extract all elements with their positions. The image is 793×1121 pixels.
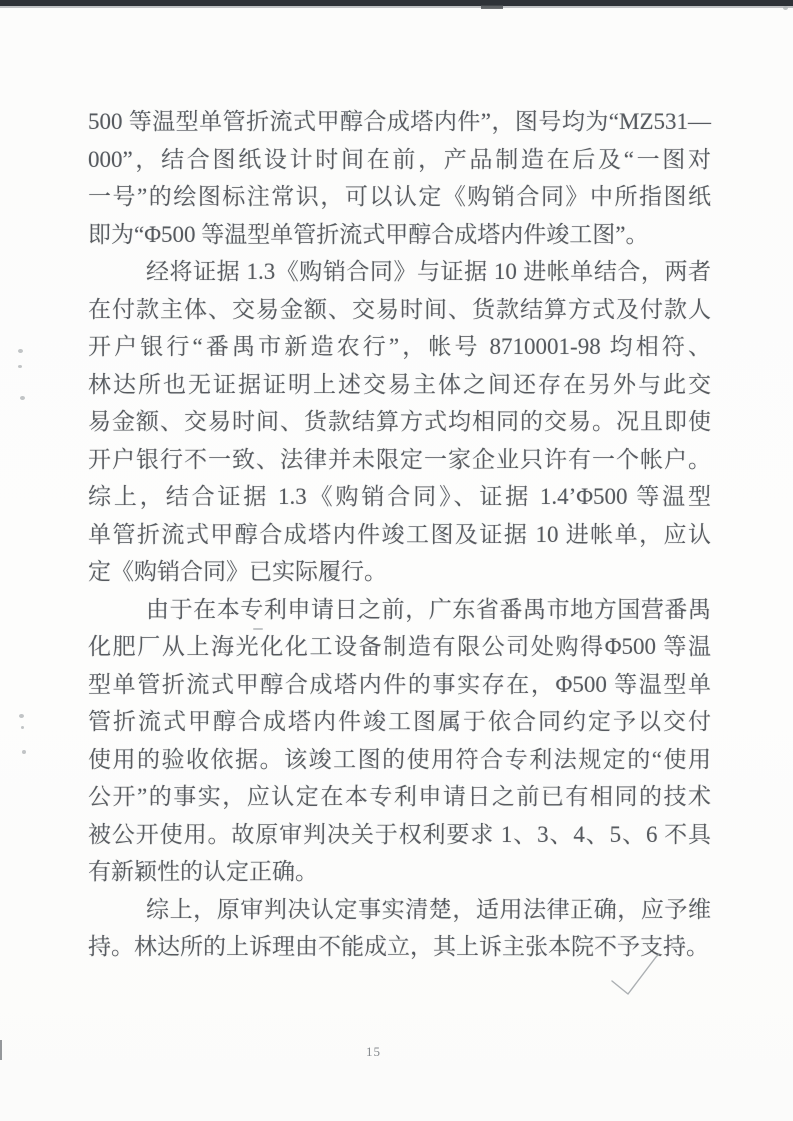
text-line: 持。林达所的上诉理由不能成立，其上诉主张本院不予支持。 (88, 934, 709, 959)
handwritten-checkmark-icon (600, 945, 670, 1005)
text-line: 单管折流式甲醇合成塔内件竣工图及证据 10 进帐单，应认 (88, 521, 711, 547)
text-line: 使用的验收依据。该竣工图的使用符合专利法规定的“使用 (88, 746, 711, 772)
scan-edge-notch (481, 5, 503, 9)
text-line: 开户银行不一致、法律并未限定一家企业只许有一个帐户。 (88, 446, 711, 472)
text-line: 被公开使用。故原审判决关于权利要求 1、3、4、5、6 不具 (88, 821, 711, 847)
text-line: 开户银行“番禺市新造农行”，帐号 8710001-98 均相符、 (88, 334, 711, 359)
scan-edge-left-mark (0, 1040, 2, 1060)
text-line: 经将证据 1.3《购销合同》与证据 10 进帐单结合，两者 (146, 259, 711, 284)
text-line: 500 等温型单管折流式甲醇合成塔内件”，图号均为“MZ531— (88, 109, 711, 134)
text-line: 型单管折流式甲醇合成塔内件的事实存在，Φ500 等温型单 (88, 671, 711, 697)
text-line: 化肥厂从上海光化化工设备制造有限公司处购得Φ500 等温 (88, 634, 711, 659)
document-body (88, 103, 711, 966)
text-line: 000”，结合图纸设计时间在前，产品制造在后及“一图对 (88, 146, 711, 172)
text-line: 综上，原审判决认定事实清楚，适用法律正确，应予维 (146, 896, 711, 922)
page-number: 15 (366, 1044, 381, 1059)
text-line: 易金额、交易时间、货款结算方式均相同的交易。况且即使 (88, 409, 711, 434)
text-line: 一号”的绘图标注常识，可以认定《购销合同》中所指图纸 (88, 184, 711, 209)
scan-speck (18, 349, 23, 353)
text-line: 定《购销合同》已实际履行。 (88, 559, 387, 584)
scan-speck (18, 365, 22, 368)
text-line: 即为“Φ500 等温型单管折流式甲醇合成塔内件竣工图”。 (88, 221, 649, 247)
text-line: 综上，结合证据 1.3《购销合同》、证据 1.4’Φ500 等温型 (88, 484, 711, 509)
text-line: 林达所也无证据证明上述交易主体之间还存在另外与此交 (88, 371, 711, 397)
text-line: 公开”的事实，应认定在本专利申请日之前已有相同的技术 (88, 784, 711, 809)
scan-speck (20, 396, 25, 400)
text-line: 有新颖性的认定正确。 (88, 859, 318, 884)
scan-speck (783, 6, 788, 10)
scan-speck (22, 750, 26, 754)
scan-edge-top-shadow (0, 6, 793, 8)
scan-speck (19, 714, 24, 718)
text-line: 在付款主体、交易金额、交易时间、货款结算方式及付款人 (88, 296, 711, 322)
scan-speck (21, 726, 24, 729)
text-line: 管折流式甲醇合成塔内件竣工图属于依合同约定予以交付 (88, 709, 711, 734)
text-line: 由于在本专利申请日之前，广东省番禺市地方国营番禺 (146, 596, 711, 622)
